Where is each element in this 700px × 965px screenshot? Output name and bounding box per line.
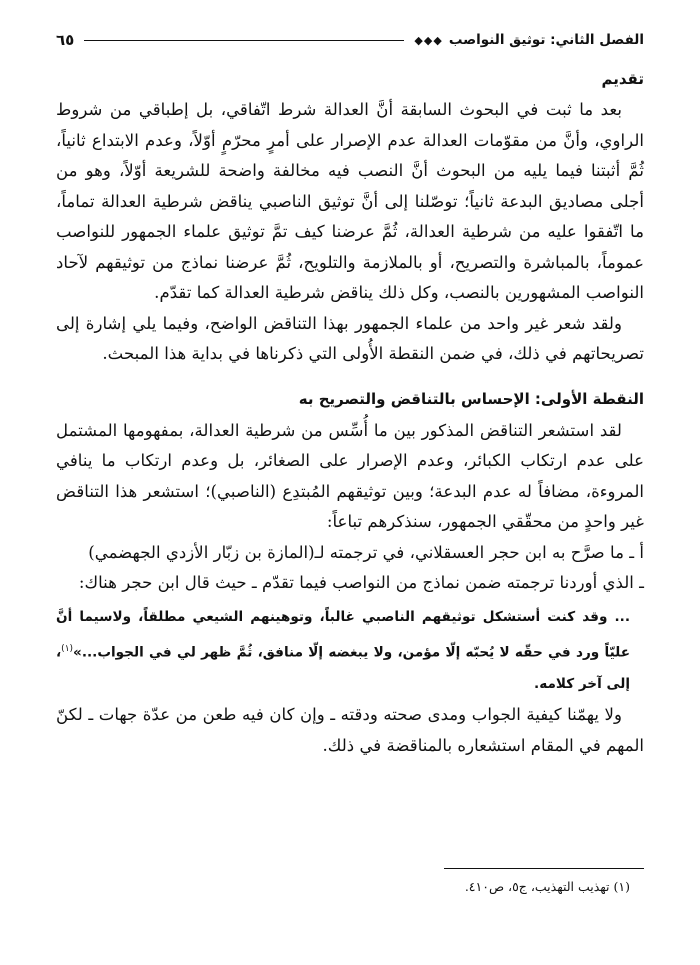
intro-paragraph-1: بعد ما ثبت في البحوث السابقة أنَّ العدالة شرط اتّفاقي، بل إطباقي من شروط الراوي، وأنَّ من مقوّمات العدالة عدم الإصرار على أمرٍ محرّمٍ أوّلاً، وعدم الابتداع ثانياً، ثُمَّ أثبتنا فيما يليه من البحوث أنَّ النصب فيه مخالفة واضحة للشريعة أوّلاً، وهو من أجلى مصاديق البدعة ثانياً؛ توصّلنا إلى أنَّ توثيق الناصبي يناقض شرطية العدالة تماماً، ما اتّفقوا عليه من شرطية العدالة، ثُمَّ عرضنا كيف تمَّ توثيق علماء الجمهور للنواصب عموماً، بالمباشرة والتصريح، أو بالملازمة والتلويح، ثُمَّ عرضنا نماذج من توثيقهم لآحاد النواصب المشهورين بالنصب، وكل ذلك يناقض شرطية العدالة كما تقدّم. xyxy=(56,100,644,302)
quote-tail: ، إلى آخر كلامه. xyxy=(56,644,630,693)
chapter-title: الفصل الثاني: توثيق النواصب xyxy=(448,32,644,48)
section-title: تقديم xyxy=(601,70,644,88)
footnote-marker: (١) xyxy=(61,643,74,654)
closing-paragraph: ولا يهمّنا كيفية الجواب ومدى صحته ودقته ـ وإن كان فيه طعن من عدّة جهات ـ لكنّ المهم في المقام استشعاره بالمناقضة في ذلك. xyxy=(56,705,644,755)
header-rule xyxy=(84,40,404,41)
footnote-separator xyxy=(444,868,644,869)
intro-paragraph-2: ولقد شعر غير واحد من علماء الجمهور بهذا التناقض الواضح، وفيما يلي إشارة إلى تصريحاتهم في ذلك، في ضمن النقطة الأُولى التي ذكرناها في بداية هذا المبحث. xyxy=(56,313,644,363)
item-a-line-1: أ ـ ما صرَّح به ابن حجر العسقلاني، في ترجمته لـ(المازة بن زبّار الأزدي الجهضمي) xyxy=(88,542,644,562)
running-header xyxy=(56,28,644,52)
ibn-hajar-quote xyxy=(56,601,644,701)
point-one-heading: النقطة الأولى: الإحساس بالتناقض والتصريح به xyxy=(298,389,644,408)
page-number: ٦٥ xyxy=(56,31,75,49)
item-a-line-2: ـ الذي أوردنا ترجمته ضمن نماذج من النواصب فيما تقدّم ـ حيث قال ابن حجر هناك: xyxy=(78,573,644,592)
point-one-paragraph: لقد استشعر التناقض المذكور بين ما أُسِّس من شرطية العدالة، بمفهومها المشتمل على عدم ارتكاب الكبائر، وعدم الإصرار على الصغائر، بل وعدم ارتكاب ما ينافي المروءة، مضافاً له عدم البدعة؛ وبين توثيقهم المُبتدِع (الناصبي)؛ استشعر هذا التناقض غير واحدٍ من محقّقي الجمهور، سنذكرهم تباعاً: xyxy=(56,420,644,531)
diamond-ornament-icon: ◆◆◆ xyxy=(414,33,443,47)
footnote: (١) تهذيب التهذيب، ج٥، ص٤١٠. xyxy=(464,879,630,894)
quote-text: ... وقد كنت أستشكل توثيقهم الناصبي غالباً، وتوهينهم الشيعي مطلقاً، ولاسيما أنَّ عليّاً ورد في حقّه لا يُحبّه إلّا مؤمن، ولا يبغضه إلّا منافق، ثُمَّ ظهر لي في الجواب...» xyxy=(56,608,630,661)
